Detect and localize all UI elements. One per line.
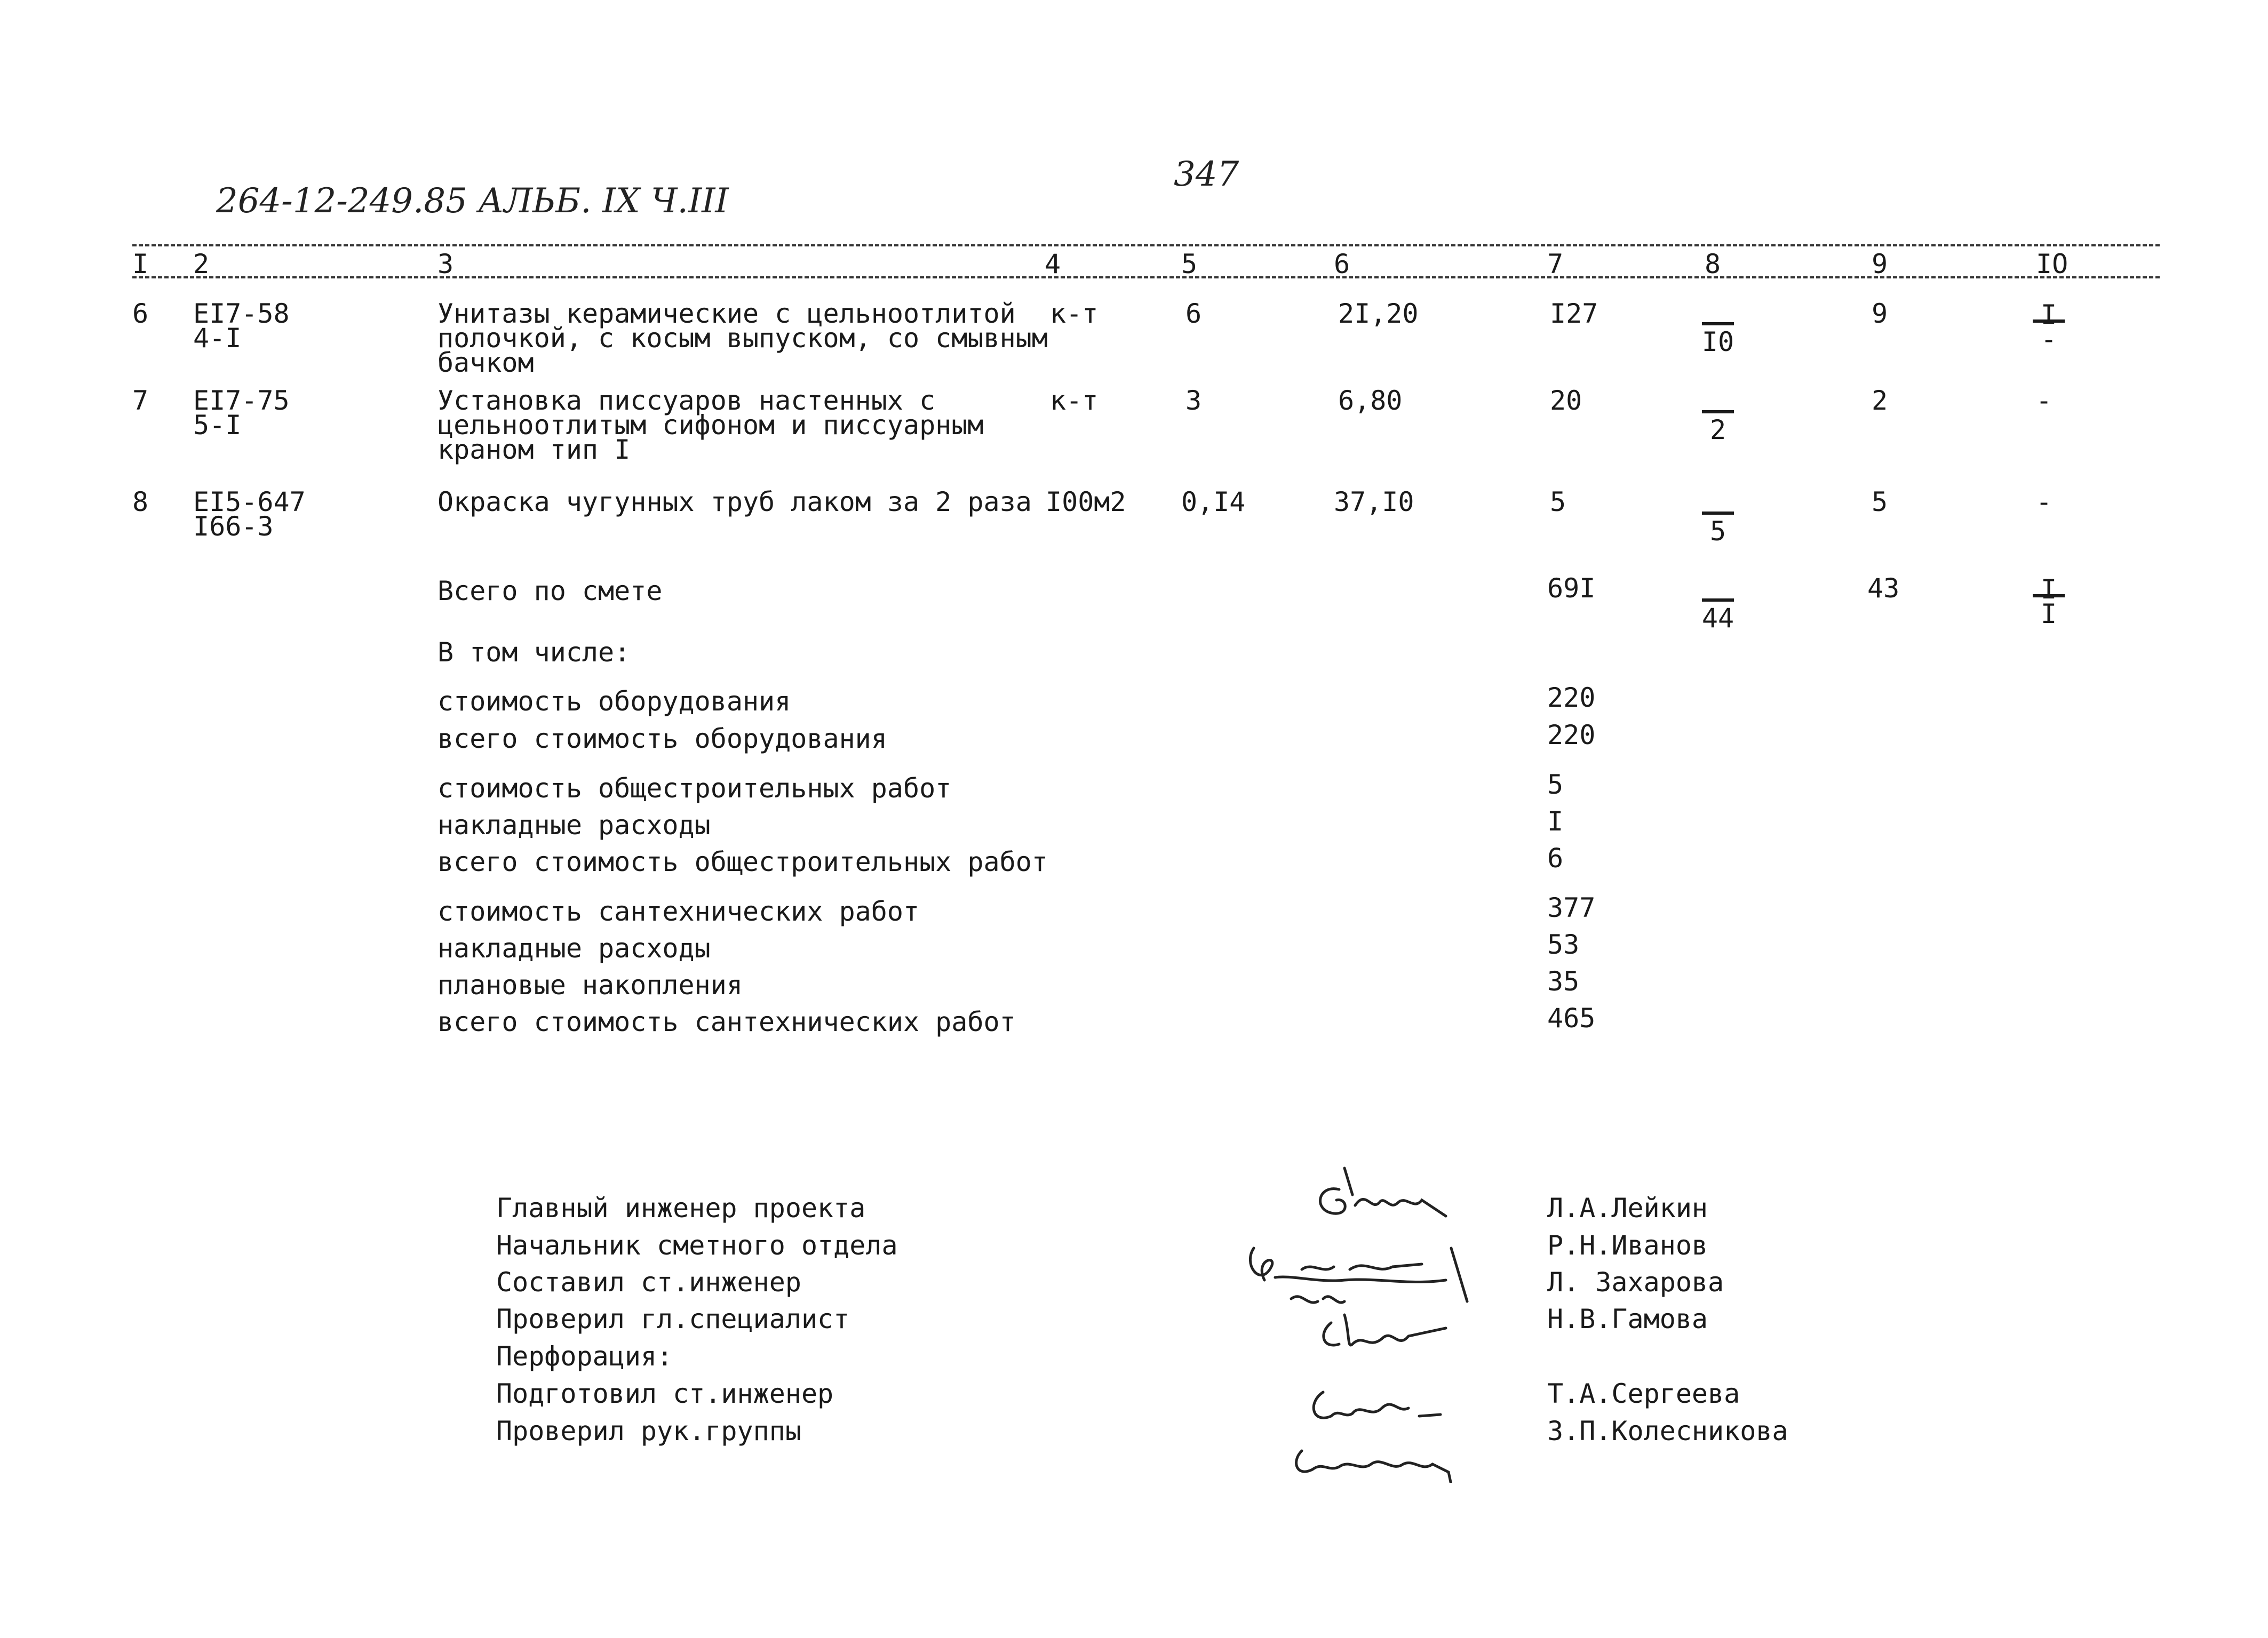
fraction-denominator: -	[2040, 324, 2057, 355]
col-header-6: 6	[1334, 249, 1350, 279]
row-8-code: EI5-647 I66-3	[193, 486, 306, 542]
row-6-num: 6	[132, 298, 149, 329]
row-7-col10: -	[2036, 385, 2052, 416]
signatory-role: Подготовил ст.инженер	[496, 1378, 834, 1409]
row-6-col8-fraction	[1699, 304, 1737, 355]
row-7-col8-fraction	[1699, 392, 1737, 443]
header-bottom-rule	[132, 276, 2160, 278]
including-label: В том числе:	[437, 637, 631, 668]
row-7-num: 7	[132, 385, 149, 416]
fraction-denominator: 44	[1701, 603, 1734, 634]
row-8-unit: I00м2	[1046, 486, 1126, 517]
col-header-8: 8	[1705, 249, 1721, 279]
row-7-desc: Установка писсуаров настенных с цельноотлитым сифоном и писсуарным краном тип I	[437, 385, 984, 465]
signature-estimate-head	[1250, 1248, 1467, 1301]
fraction-denominator: I0	[1701, 326, 1734, 357]
signatory-name: Л.А.Лейкин	[1547, 1193, 1708, 1224]
row-7-col9: 2	[1872, 385, 1888, 416]
total-col9: 43	[1867, 573, 1900, 604]
row-7-qty: 3	[1185, 385, 1202, 416]
signature-group-head	[1296, 1451, 1457, 1483]
breakdown-label: всего стоимость оборудования	[437, 723, 887, 754]
row-8-col8-fraction	[1699, 493, 1737, 545]
signature-compiler	[1291, 1297, 1344, 1303]
row-8-desc: Окраска чугунных труб лаком за 2 раза	[437, 486, 1032, 517]
signatory-name: Л. Захарова	[1547, 1267, 1724, 1298]
breakdown-value: 220	[1547, 682, 1596, 713]
row-8-qty: 0,I4	[1181, 486, 1246, 517]
fraction-numerator: I	[2033, 576, 2065, 597]
col-header-1: I	[132, 249, 149, 279]
col-header-5: 5	[1181, 249, 1198, 279]
breakdown-value: I	[1547, 806, 1564, 837]
row-7-total: 20	[1550, 385, 1582, 416]
fraction-numerator	[1702, 493, 1734, 515]
fraction-numerator	[1702, 580, 1734, 602]
row-6-code: EI7-58 4-I	[193, 298, 290, 354]
signature-preparer	[1314, 1392, 1441, 1418]
breakdown-label: стоимость общестроительных работ	[437, 773, 952, 804]
row-6-total: I27	[1550, 298, 1598, 329]
signatory-role: Перфорация:	[496, 1341, 673, 1372]
total-col8-fraction	[1699, 580, 1737, 632]
col-header-4: 4	[1045, 249, 1061, 279]
row-6-unit: к-т	[1050, 298, 1099, 329]
breakdown-label: всего стоимость общестроительных работ	[437, 846, 1048, 877]
fraction-denominator: 2	[1709, 414, 1726, 445]
signatory-role: Проверил рук.группы	[496, 1416, 801, 1447]
fraction-numerator	[1702, 392, 1734, 413]
total-label: Всего по смете	[437, 576, 663, 606]
breakdown-value: 6	[1547, 843, 1564, 874]
breakdown-label: накладные расходы	[437, 810, 711, 841]
breakdown-value: 53	[1547, 929, 1580, 960]
row-8-price: 37,I0	[1334, 486, 1414, 517]
row-8-total: 5	[1550, 486, 1566, 517]
breakdown-label: всего стоимость сантехнических работ	[437, 1006, 1016, 1037]
signatory-role: Проверил гл.специалист	[496, 1304, 850, 1335]
breakdown-label: плановые накопления	[437, 970, 743, 1001]
row-6-price: 2I,20	[1338, 298, 1419, 329]
col-header-2: 2	[193, 249, 210, 279]
signature-chief-specialist	[1324, 1315, 1446, 1345]
fraction-numerator	[1702, 304, 1734, 325]
total-value: 69I	[1547, 573, 1596, 604]
fraction-denominator: 5	[1709, 516, 1726, 547]
breakdown-label: стоимость оборудования	[437, 686, 791, 717]
signatory-name: З.П.Колесникова	[1547, 1416, 1788, 1447]
page-number: 347	[1174, 155, 1239, 194]
total-col10-fraction	[2030, 576, 2067, 627]
doc-code: 264-12-249.85 АЛЬБ. IX Ч.III	[216, 181, 729, 221]
fraction-denominator: I	[2040, 598, 2057, 629]
breakdown-value: 5	[1547, 769, 1564, 800]
signatory-role: Главный инженер проекта	[496, 1193, 866, 1224]
col-header-10: IO	[2036, 249, 2068, 279]
row-8-num: 8	[132, 486, 149, 517]
breakdown-value: 465	[1547, 1003, 1596, 1034]
row-8-col10: -	[2036, 486, 2052, 517]
col-header-7: 7	[1547, 249, 1564, 279]
breakdown-value: 377	[1547, 892, 1596, 923]
signatory-role: Составил ст.инженер	[496, 1267, 801, 1298]
signatory-role: Начальник сметного отдела	[496, 1230, 898, 1261]
row-6-col9: 9	[1872, 298, 1888, 329]
col-header-3: 3	[437, 249, 454, 279]
col-header-9: 9	[1872, 249, 1888, 279]
signature-scribbles	[1238, 1152, 1537, 1483]
breakdown-label: накладные расходы	[437, 933, 711, 964]
signatory-name: Р.Н.Иванов	[1547, 1230, 1708, 1261]
row-7-price: 6,80	[1338, 385, 1403, 416]
breakdown-label: стоимость сантехнических работ	[437, 896, 920, 927]
header-top-rule	[132, 244, 2160, 246]
breakdown-value: 220	[1547, 720, 1596, 750]
signature-chief-engineer	[1320, 1168, 1446, 1216]
row-6-qty: 6	[1185, 298, 1202, 329]
fraction-numerator: I	[2033, 301, 2065, 323]
row-7-unit: к-т	[1050, 385, 1099, 416]
breakdown-value: 35	[1547, 966, 1580, 997]
row-6-desc: Унитазы керамические с цельноотлитой полочкой, с косым выпуском, со смывным бачком	[437, 298, 1048, 378]
signatory-name: Т.А.Сергеева	[1547, 1378, 1740, 1409]
signatory-name: Н.В.Гамова	[1547, 1304, 1708, 1335]
row-7-code: EI7-75 5-I	[193, 385, 290, 441]
row-6-col10-fraction	[2030, 301, 2067, 353]
row-8-col9: 5	[1872, 486, 1888, 517]
